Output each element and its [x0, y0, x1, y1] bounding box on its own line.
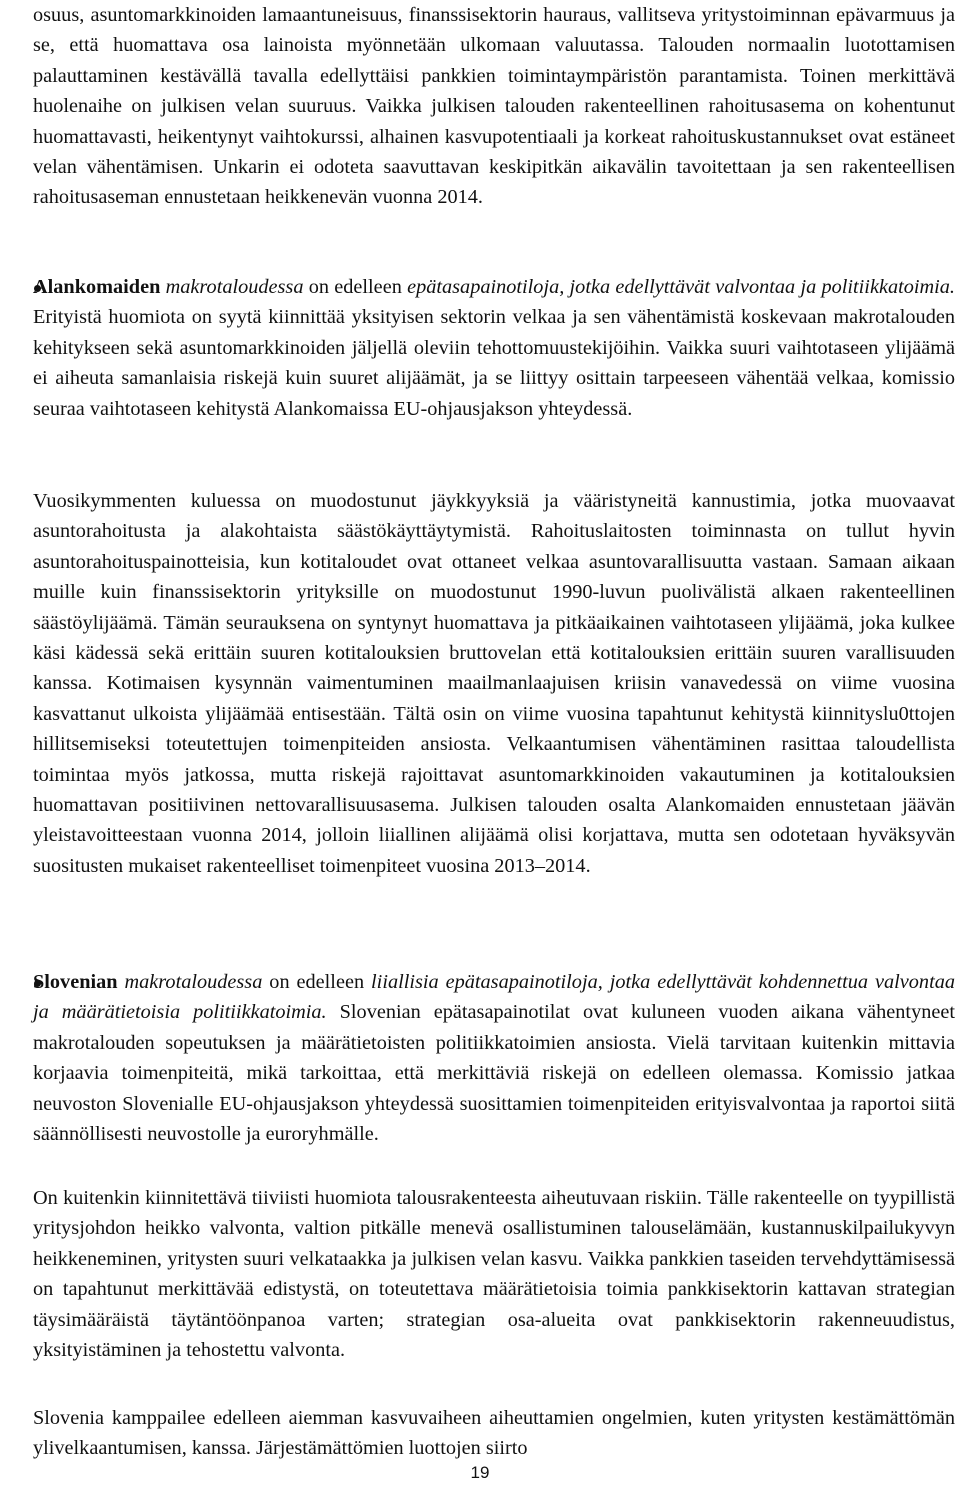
slovenia-paragraph: [33, 967, 955, 1149]
slovenia-country: Slovenian: [33, 971, 118, 993]
slovenia-rest: Slovenian epätasapainotilat ovat kuluneen vuoden aikana vähentyneet makrotalouden sopeutuksen ja määrätietoisten politiikkatoimien ansiosta. Vielä tarvitaan kuitenkin mittavia korjaavia toimenpiteitä, mikä tarkoittaa, että merkittäviä riskejä on edelleen olemassa. Komissio jatkaa neuvoston Slovenialle EU-ohjausjakson yhteydessä suosittamien toimenpiteiden erityisvalvontaa ja raportoi siitä säännöllisesti neuvostolle ja euroryhmälle.: [33, 1001, 955, 1146]
netherlands-mid: on edelleen: [308, 276, 402, 298]
netherlands-italic-b: epätasapainotiloja, jotka edellyttävät valvontaa ja politiikkatoimia.: [407, 276, 955, 298]
slovenia-mid: on edelleen: [269, 971, 365, 993]
netherlands-rest: Erityistä huomiota on syytä kiinnittää yksityisen sektorin velkaa ja sen vähentämistä koskevaan makrotalouden kehitykseen sekä asuntomarkkinoiden jäljellä oleviin tehottomuustekijöihin. Vaikka suuri vaihtotaseen ylijäämä ei aiheuta samanlaisia riskejä kuin suuret alijäämät, ja se liittyy osittain tarpeeseen vähentää velkaa, komissio seuraa vaihtotaseen kehitystä Alankomaissa EU-ohjausjakson yhteydessä.: [33, 306, 955, 420]
netherlands-italic-a: makrotaloudessa: [165, 276, 304, 298]
intro-paragraph: osuus, asuntomarkkinoiden lamaantuneisuus, finanssisektorin hauraus, vallitseva yritystoiminnan epävarmuus ja se, että huomattava osa lainoista myönnetään ulkomaan valuutassa. Talouden normaalin luotottamisen palauttaminen kestävällä tavalla edellyttäisi pankkien toimintaympäristön parantamista. Toinen merkittävä huolenaihe on julkisen velan suuruus. Vaikka julkisen talouden rakenteellinen rahoitusasema on kohentunut huomattavasti, heikentynyt vaihtokurssi, alhainen kasvupotentiaali ja korkeat rahoituskustannukset ovat estäneet velan vähentämisen. Unkarin ei odoteta saavuttavan keskipitkän aikavälin tavoitettaan ja sen rakenteellisen rahoitusaseman ennustetaan heikkenevän vuonna 2014.: [33, 4, 955, 209]
list-item-netherlands: [33, 272, 955, 477]
page-number: 19: [470, 1463, 490, 1482]
netherlands-paragraph: [33, 272, 955, 424]
slovenia-paragraph-3: Slovenia kamppailee edelleen aiemman kasvuvaiheen aiheuttamien ongelmien, kuten yritysten kestämättömän ylivelkaantumisen, kanssa. Järjestämättömien luottojen siirto: [33, 1407, 955, 1460]
list-item-slovenia: [33, 967, 955, 1147]
netherlands-paragraph-2: Vuosikymmenten kuluessa on muodostunut jäykkyyksiä ja vääristyneitä kannustimia, jotka muovaavat asuntorahoitusta ja alakohtaista säästökäyttäytymistä. Rahoituslaitosten toiminnasta on tullut hyvin asuntorahoituspainotteisia, kun kotitaloudet ovat ottaneet velkaa asuntovarallisuutta vastaan. Samaan aikaan muille kuin finanssisektorin yrityksille on muodostunut 1990-luvun puolivälistä alkaen rakenteellinen säästöylijäämä. Tämän seurauksena on syntynyt huomattava ja pitkäaikainen vaihtotaseen ylijäämä, joka kulkee käsi kädessä sekä erittäin suuren kotitalouksien bruttovelan että kotitalouksien erittäin suuren varallisuuden kanssa. Kotimaisen kysynnän vaimentuminen maailmanlaajuisen kriisin vanavedessä on viime vuosina kasvattanut ulkoista ylijäämää entisestään. Tältä osin on viime vuosina tapahtunut kehitystä kiinnityslu0ttojen hillitsemiseksi toteutettujen toimenpiteiden ansiosta. Velkaantumisen vähentäminen rasittaa taloudellista toimintaa myös jatkossa, mutta riskejä rajoittavat asuntomarkkinoiden vakautuminen ja kotitalouksien huomattavan positiivinen nettovarallisuusasema. Julkisen talouden osalta Alankomaiden ennustetaan jäävän yleistavoitteestaan vuonna 2014, jolloin liiallinen alijäämä olisi korjattava, mutta sen odotetaan hyväksyvän suositusten mukaiset rakenteelliset toimenpiteet vuosina 2013–2014.: [33, 490, 955, 877]
slovenia-paragraph-2: On kuitenkin kiinnitettävä tiiviisti huomiota talousrakenteesta aiheutuvaan riskiin. Tälle rakenteelle on tyypillistä yritysjohdon heikko valvonta, valtion pitkälle menevä osallistuminen talouselämään, kustannuskilpailukyvyn heikkeneminen, yritysten suuri velkataakka ja julkisen velan kasvu. Vaikka pankkien taseiden tervehdyttämisessä on tapahtunut merkittävää edistystä, on toteutettava määrätietoisia toimia pankkisektorin kattavan strategian täysimääräistä täytäntöönpanoa varten; strategian osa-alueita ovat pankkisektorin rakenneuudistus, yksityistäminen ja tehostettu valvonta.: [33, 1187, 955, 1362]
netherlands-country: Alankomaiden: [33, 276, 161, 298]
slovenia-italic-a: makrotaloudessa: [124, 971, 263, 993]
slovenia-italic-b: liiallisia epätasapainotiloja, jotka edellyttävät kohdennettua valvontaa ja määrätietoisia politiikkatoimia.: [33, 971, 955, 1024]
